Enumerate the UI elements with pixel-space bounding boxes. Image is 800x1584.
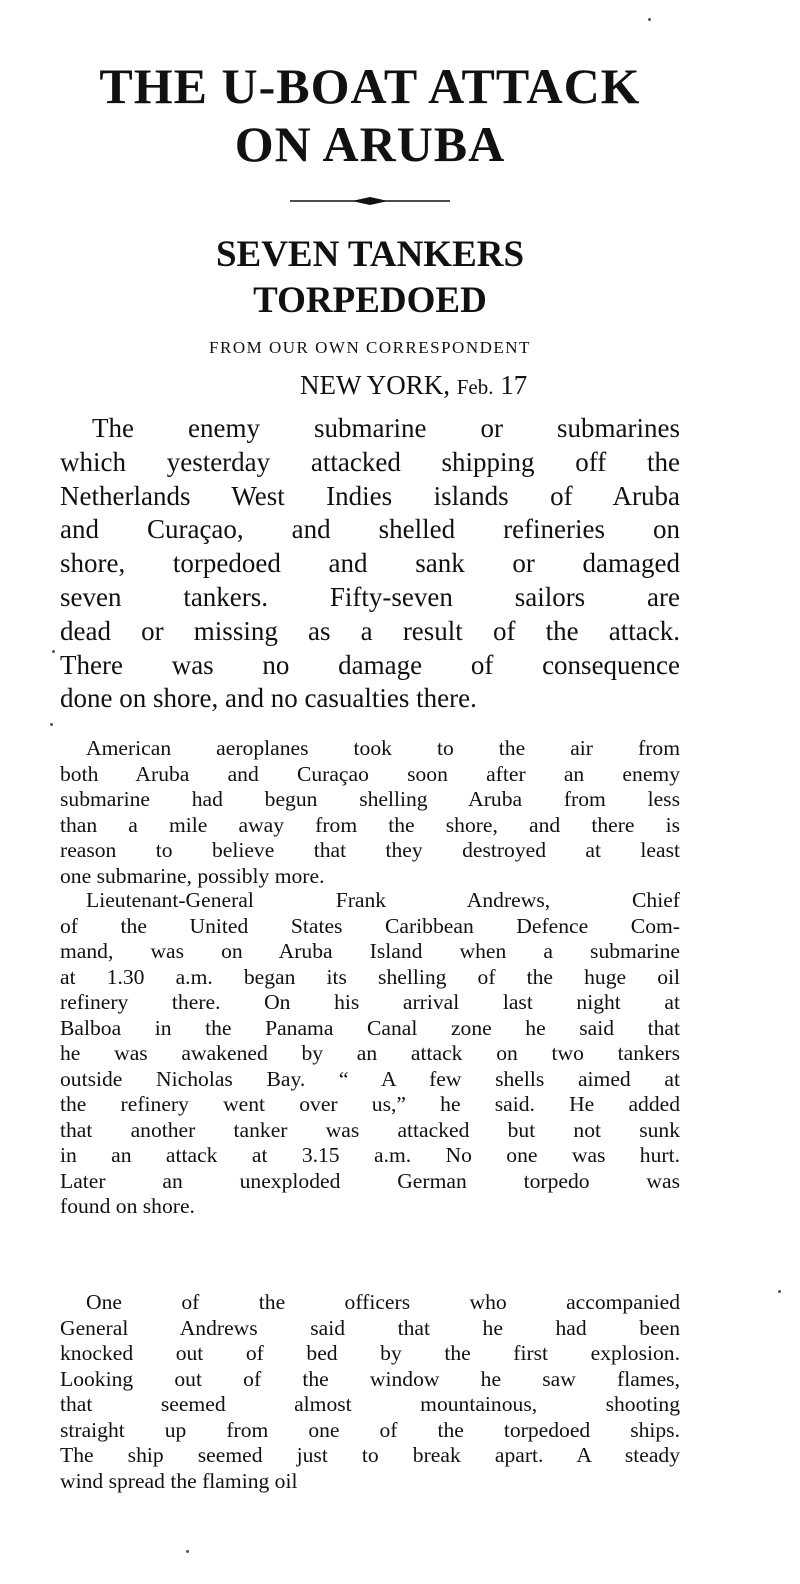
paragraph-line: and Curaçao, and shelled refineries on — [60, 514, 680, 545]
print-speck — [52, 650, 55, 653]
print-speck — [50, 723, 53, 726]
paragraph-line: in an attack at 3.15 a.m. No one was hurt. — [60, 1143, 680, 1167]
paragraph-line: shore, torpedoed and sank or damaged — [60, 548, 680, 579]
paragraph-line: submarine had begun shelling Aruba from less — [60, 787, 680, 811]
paragraph-line: he was awakened by an attack on two tankers — [60, 1041, 680, 1065]
article-paragraph-2 — [60, 736, 680, 889]
headline-line-1: THE U-BOAT ATTACK — [99, 58, 641, 114]
paragraph-line: knocked out of bed by the first explosion. — [60, 1341, 680, 1365]
paragraph-line: both Aruba and Curaçao soon after an enemy — [60, 761, 680, 786]
print-speck — [186, 1550, 189, 1553]
print-speck — [648, 18, 651, 21]
paragraph-line: Later an unexploded German torpedo was — [60, 1168, 680, 1193]
print-speck — [778, 1290, 781, 1293]
paragraph-line: The ship seemed just to break apart. A steady — [60, 1443, 680, 1467]
paragraph-line: Lieutenant-General Frank Andrews, Chief — [86, 888, 680, 912]
headline-line-2: ON ARUBA — [234, 116, 506, 172]
paragraph-line: Balboa in the Panama Canal zone he said that — [60, 1015, 680, 1040]
paragraph-line: refinery there. On his arrival last night at — [60, 990, 680, 1014]
paragraph-line: the refinery went over us,” he said. He added — [60, 1092, 680, 1116]
paragraph-line: outside Nicholas Bay. “ A few shells aimed at — [60, 1066, 680, 1091]
paragraph-line: reason to believe that they destroyed at least — [60, 838, 680, 862]
paragraph-line: of the United States Caribbean Defence Com- — [60, 913, 680, 938]
paragraph-line: than a mile away from the shore, and there is — [60, 812, 680, 837]
byline: FROM OUR OWN CORRESPONDENT — [209, 338, 531, 357]
dateline-day: 17 — [500, 370, 528, 400]
dateline — [300, 368, 527, 404]
rule-ornament — [290, 196, 450, 206]
paragraph-line: one submarine, possibly more. — [60, 863, 325, 888]
paragraph-line: that seemed almost mountainous, shooting — [60, 1392, 680, 1416]
subheadline-line-2: TORPEDOED — [253, 280, 487, 321]
paragraph-line: American aeroplanes took to the air from — [86, 736, 680, 760]
paragraph-line: wind spread the flaming oil — [60, 1468, 298, 1493]
paragraph-line: found on shore. — [60, 1194, 195, 1218]
dateline-place: NEW YORK, — [300, 370, 450, 400]
paragraph-line: General Andrews said that he had been — [60, 1315, 680, 1340]
paragraph-line: mand, was on Aruba Island when a submarine — [60, 939, 680, 963]
paragraph-line: that another tanker was attacked but not sunk — [60, 1117, 680, 1142]
article-paragraph-1 — [60, 412, 680, 716]
dateline-month: Feb. — [456, 375, 494, 399]
article-paragraph-4 — [60, 1290, 680, 1494]
paragraph-line: done on shore, and no casualties there. — [60, 683, 477, 714]
paragraph-line: at 1.30 a.m. began its shelling of the huge oil — [60, 964, 680, 989]
paragraph-line: Netherlands West Indies islands of Aruba — [60, 480, 680, 511]
paragraph-line: dead or missing as a result of the attack. — [60, 615, 680, 646]
paragraph-line: straight up from one of the torpedoed ships. — [60, 1417, 680, 1442]
paragraph-line: Looking out of the window he saw flames, — [60, 1366, 680, 1391]
subheadline-line-1: SEVEN TANKERS — [215, 234, 525, 275]
article-paragraph-3 — [60, 888, 680, 1220]
paragraph-line: One of the officers who accompanied — [86, 1290, 680, 1314]
paragraph-line: There was no damage of consequence — [60, 649, 680, 680]
paragraph-line: The enemy submarine or submarines — [92, 413, 680, 443]
paragraph-line: seven tankers. Fifty-seven sailors are — [60, 581, 680, 612]
paragraph-line: which yesterday attacked shipping off the — [60, 446, 680, 477]
